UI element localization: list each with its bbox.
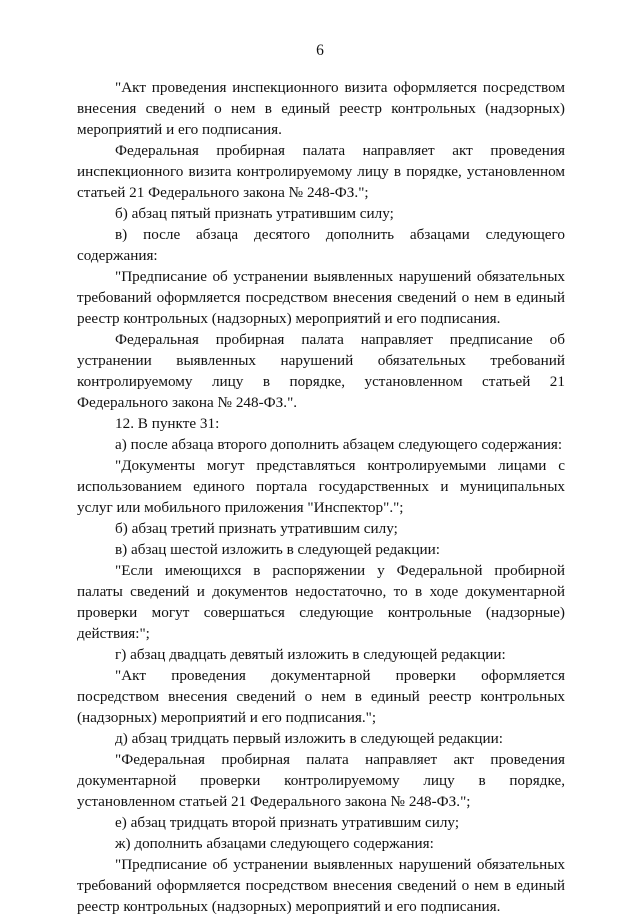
paragraph-item-e-thirty-second: е) абзац тридцать второй признать утратившим силу; <box>115 814 460 831</box>
paragraph-item-v-sixth: в) абзац шестой изложить в следующей редакции: <box>115 541 441 558</box>
paragraph-item-g-twenty-ninth: г) абзац двадцать девятый изложить в следующей редакции: <box>115 646 506 663</box>
paragraph-point-12: 12. В пункте 31: <box>115 415 220 432</box>
paragraph-assay-chamber-sends-documentary-act: "Федеральная пробирная палата направляет акт проведения документарной проверки контролируемому лицу в порядке, установленном статьей 21 Федерального закона № 248-ФЗ."; <box>77 751 565 810</box>
paragraph-item-v-tenth: в) после абзаца десятого дополнить абзацами следующего содержания: <box>77 226 565 264</box>
paragraph-assay-chamber-sends-act: Федеральная пробирная палата направляет акт проведения инспекционного визита контролируемому лицу в порядке, установленном статьей 21 Федерального закона № 248-ФЗ."; <box>77 142 565 201</box>
paragraph-item-a-second: а) после абзаца второго дополнить абзацем следующего содержания: <box>115 436 563 453</box>
paragraph-assay-chamber-sends-prescription: Федеральная пробирная палата направляет предписание об устранении выявленных нарушений обязательных требований контролируемому лицу в порядке, установленном статьей 21 Федерального закона № 248-ФЗ.". <box>77 331 565 411</box>
paragraph-item-b-fifth: б) абзац пятый признать утратившим силу; <box>115 205 394 222</box>
paragraph-act-documentary-check: "Акт проведения документарной проверки оформляется посредством внесения сведений о нем в единый реестр контрольных (надзорных) мероприятий и его подписания."; <box>77 667 565 726</box>
paragraph-prescription-registration: "Предписание об устранении выявленных нарушений обязательных требований оформляется посредством внесения сведений о нем в единый реестр контрольных (надзорных) мероприятий и его подписания. <box>77 268 565 327</box>
paragraph-item-zh-supplement: ж) дополнить абзацами следующего содержания: <box>115 835 434 852</box>
document-body <box>77 77 565 917</box>
paragraph-act-inspection-visit: "Акт проведения инспекционного визита оформляется посредством внесения сведений о нем в единый реестр контрольных (надзорных) мероприятий и его подписания. <box>77 79 565 138</box>
paragraph-insufficient-documents: "Если имеющихся в распоряжении у Федеральной пробирной палаты сведений и документов недостаточно, то в ходе документарной проверки могут совершаться следующие контрольные (надзорные) действия:"; <box>77 562 565 642</box>
paragraph-prescription-registration-final: "Предписание об устранении выявленных нарушений обязательных требований оформляется посредством внесения сведений о нем в единый реестр контрольных (надзорных) мероприятий и его подписания. <box>77 856 565 915</box>
paragraph-item-d-thirty-first: д) абзац тридцать первый изложить в следующей редакции: <box>115 730 503 747</box>
paragraph-item-b-third: б) абзац третий признать утратившим силу; <box>115 520 398 537</box>
page-number: 6 <box>316 42 324 59</box>
paragraph-documents-portal: "Документы могут представляться контролируемыми лицами с использованием единого портала государственных и муниципальных услуг или мобильного приложения "Инспектор"."; <box>77 457 565 516</box>
